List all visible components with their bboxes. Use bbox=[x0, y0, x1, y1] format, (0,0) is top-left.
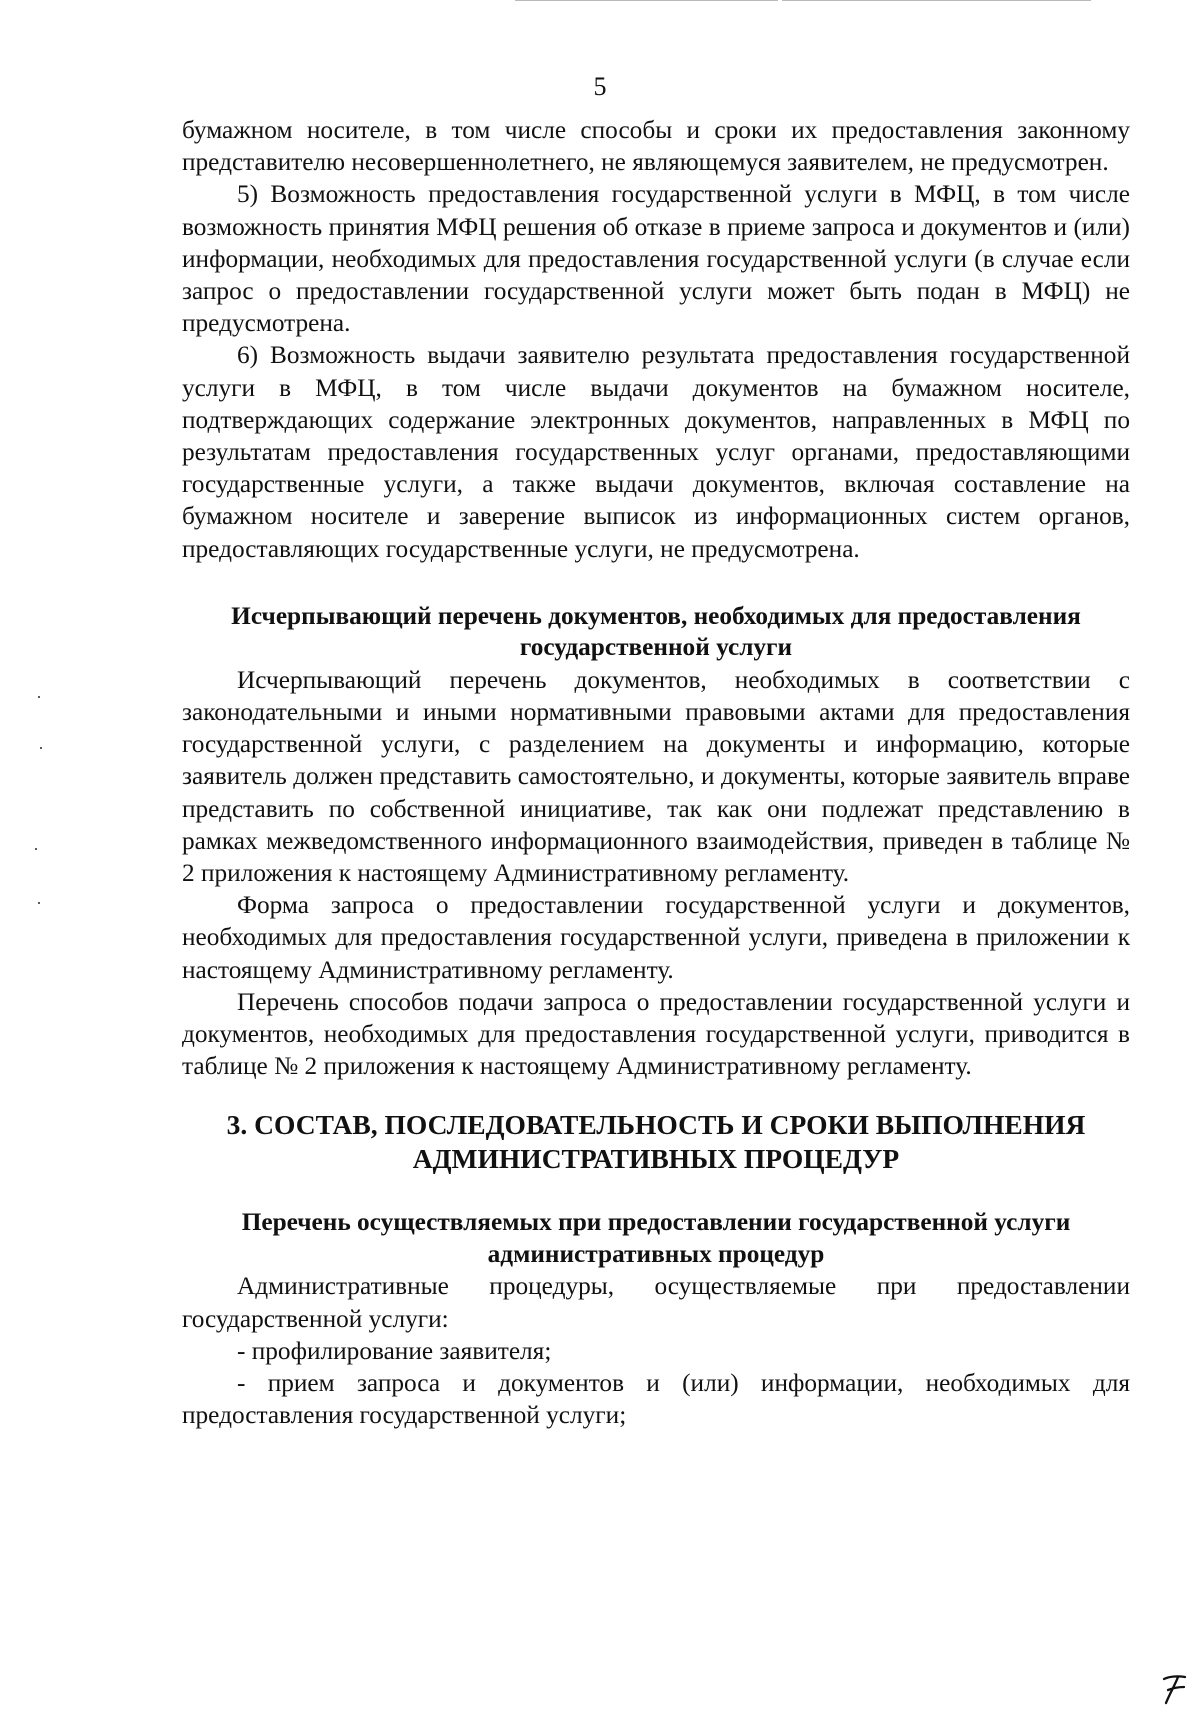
procedure-item-profiling: - профилирование заявителя; bbox=[237, 1336, 552, 1365]
top-scan-line-right bbox=[782, 0, 1091, 1]
procedures-list-heading: Перечень осуществляемых при предоставлении государственной услуги административных процедур bbox=[241, 1208, 1071, 1268]
page-number: 5 bbox=[593, 72, 607, 101]
documents-list-heading: Исчерпывающий перечень документов, необходимых для предоставления государственной услуги bbox=[231, 601, 1081, 662]
top-scan-line-left bbox=[515, 0, 778, 1]
margin-mark bbox=[38, 696, 40, 698]
request-form-paragraph: Форма запроса о предоставлении государственной услуги и документов, необходимых для предоставления государственной услуги, приведена в приложении к настоящему Административному регламенту. bbox=[182, 891, 1130, 984]
procedure-item-request-acceptance: - прием запроса и документов и (или) информации, необходимых для предоставления государственной услуги; bbox=[182, 1369, 1130, 1430]
margin-mark bbox=[35, 848, 37, 850]
paragraph-continuation: бумажном носителе, в том числе способы и сроки их предоставления законному представителю несовершеннолетнего, не являющемуся заявителем, не предусмотрен. bbox=[182, 116, 1130, 177]
paragraph-item-5: 5) Возможность предоставления государственной услуги в МФЦ, в том числе возможность принятия МФЦ решения об отказе в приеме запроса и документов и (или) информации, необходимых для предоставления государственной услуги (в случае если запрос о предоставлении государственной услуги может быть подан в МФЦ) не предусмотрена. bbox=[182, 180, 1130, 338]
paragraph-item-6: 6) Возможность выдачи заявителю результата предоставления государственной услуги в МФЦ, в том числе выдачи документов на бумажном носителе, подтверждающих содержание электронных документов, направленных в МФЦ по результатам предоставления государственных услуг органами, предоставляющими государственные услуги, а также выдачи документов, включая составление на бумажном носителе и заверение выписок из информационных систем органов, предоставляющих государственные услуги, не предусмотрена. bbox=[182, 341, 1130, 563]
section-3-heading: 3. СОСТАВ, ПОСЛЕДОВАТЕЛЬНОСТЬ И СРОКИ ВЫПОЛНЕНИЯ АДМИНИСТРАТИВНЫХ ПРОЦЕДУР bbox=[226, 1109, 1086, 1175]
submission-methods-paragraph: Перечень способов подачи запроса о предоставлении государственной услуги и документов, необходимых для предоставления государственной услуги, приводится в таблице № 2 приложения к настоящему Административному регламенту. bbox=[182, 987, 1130, 1081]
margin-mark bbox=[40, 747, 42, 749]
margin-mark bbox=[38, 902, 40, 904]
handwritten-initial-icon bbox=[1160, 1672, 1188, 1706]
document-body bbox=[182, 114, 1130, 1432]
documents-list-paragraph: Исчерпывающий перечень документов, необходимых в соответствии с законодательными и иными нормативными правовыми актами для предоставления государственной услуги, с разделением на документы и информацию, которые заявитель должен представить самостоятельно, и документы, которые заявитель вправе представить по собственной инициативе, так как они подлежат представлению в рамках межведомственного информационного взаимодействия, приведен в таблице № 2 приложения к настоящему Административному регламенту. bbox=[182, 665, 1130, 888]
procedures-intro-paragraph: Административные процедуры, осуществляемые при предоставлении государственной услуги: bbox=[182, 1272, 1130, 1333]
